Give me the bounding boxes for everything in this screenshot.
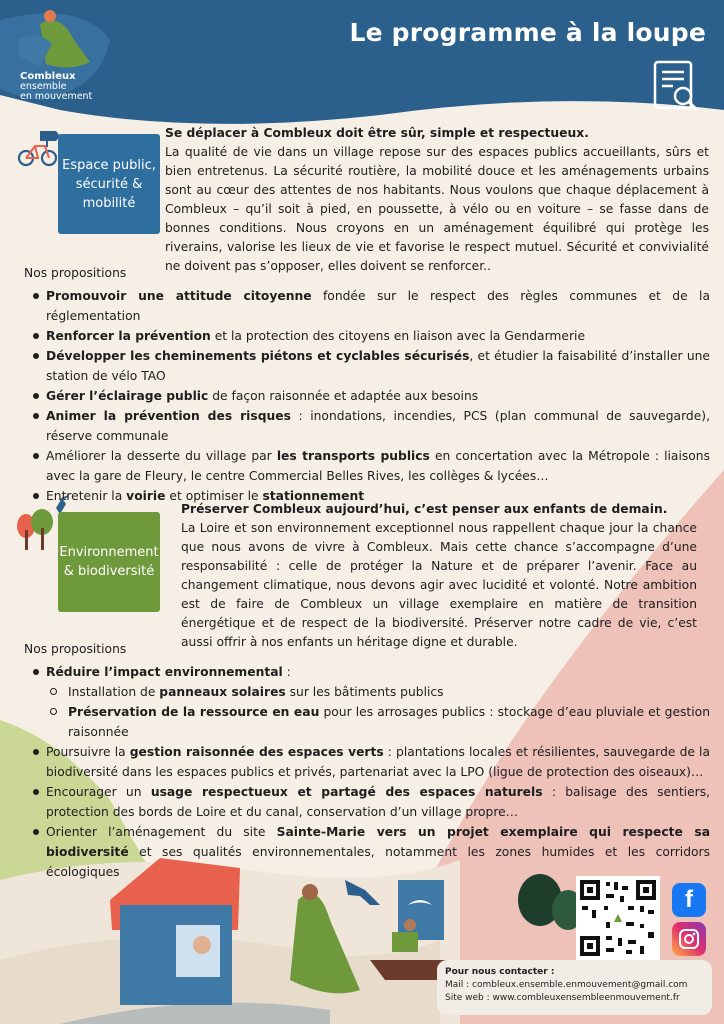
sub-list	[46, 682, 710, 742]
list-item: Promouvoir une attitude citoyenne fondée sur le respect des règles communes et de la réglementation	[24, 286, 710, 326]
intro-public-space	[165, 124, 709, 276]
propositions-label: Nos propositions	[24, 642, 127, 656]
qr-code[interactable]	[576, 876, 660, 960]
intro-body: La Loire et son environnement exceptionnel nous rappellent chaque jour la chance que nous avons de vivre à Combleux. Mais cette chance s’accompagne d’une responsabilité : celle de protéger la Nature et de préparer l’avenir. Face au changement climatique, nous devons agir avec lucidité et volonté. Notre ambition est de faire de Combleux un village exemplaire en matière de transition énergétique et de respect de la biodiversité. Préserver notre cadre de vie, c’est aussi offrir à nos enfants un héritage digne et durable.	[181, 521, 697, 649]
intro-environment	[181, 500, 697, 652]
list-item: Entretenir la voirie et optimiser le stationnement	[24, 486, 710, 506]
logo-line-1: Combleux	[20, 71, 76, 82]
instagram-icon[interactable]	[672, 922, 706, 956]
sub-list-item: Préservation de la ressource en eau pour les arrosages publics : stockage d’eau pluviale et gestion raisonnée	[46, 702, 710, 742]
category-environment	[58, 512, 160, 612]
category-line: & biodiversité	[63, 564, 155, 579]
list-item: Orienter l’aménagement du site Sainte-Marie vers un projet exemplaire qui respecte sa biodiversité et ses qualités environnementales, notamment les zones humides et les corridors écologiques	[24, 822, 710, 882]
bicycle-icon	[19, 131, 60, 165]
intro-body: La qualité de vie dans un village repose sur des espaces publics accueillants, sûrs et bien entretenus. La sécurité routière, la mobilité douce et les aménagements urbains sont au cœur des attentes de nos habitants. Nous voulons que chaque déplacement à Combleux – qu’il soit à pied, en poussette, à vélo ou en voiture – se fasse dans de bonnes conditions. Nous croyons en un aménagement équilibré qui protège les riverains, valorise les lieux de vie et favorise le respect mutuel. Sécurité et convivialité ne doivent pas s’opposer, elles doivent se renforcer..	[165, 145, 709, 273]
intro-heading: Se déplacer à Combleux doit être sûr, simple et respectueux.	[165, 126, 589, 140]
contact-box	[437, 960, 712, 1015]
contact-title: Pour nous contacter :	[445, 967, 555, 977]
propositions-list-2	[24, 662, 710, 882]
list-item: Animer la prévention des risques : inondations, incendies, PCS (plan communal de sauvegarde), réserve communale	[24, 406, 710, 446]
category-line: Espace public,	[62, 157, 156, 173]
logo-line-2: ensemble	[20, 81, 67, 92]
list-item: Poursuivre la gestion raisonnée des espaces verts : plantations locales et résilientes, sauvegarde de la biodiversité dans les espaces publics et privés, partenariat avec la LPO (ligue de protection des oiseaux)…	[24, 742, 710, 782]
logo-line-3: en mouvement	[20, 91, 93, 102]
category-public-space	[58, 134, 160, 234]
list-item: Renforcer la prévention et la protection des citoyens en liaison avec la Gendarmerie	[24, 326, 710, 346]
list-item: Encourager un usage respectueux et partagé des espaces naturels : balisage des sentiers, protection des bords de Loire et du canal, conservation d’un village propre…	[24, 782, 710, 822]
category-line: Environnement	[59, 545, 159, 560]
contact-mail[interactable]: Mail : combleux.ensemble.enmouvement@gmail.com	[445, 980, 688, 990]
facebook-icon[interactable]: f	[672, 883, 706, 917]
intro-heading: Préserver Combleux aujourd’hui, c’est penser aux enfants de demain.	[181, 502, 668, 516]
document-magnifier-icon	[651, 58, 701, 118]
sub-list-item: Installation de panneaux solaires sur les bâtiments publics	[46, 682, 710, 702]
category-line: mobilité	[82, 195, 136, 211]
list-item: Gérer l’éclairage public de façon raisonnée et adaptée aux besoins	[24, 386, 710, 406]
category-line: sécurité &	[75, 176, 143, 192]
propositions-list-1	[24, 286, 710, 506]
contact-website[interactable]: Site web : www.combleuxensembleenmouvement.fr	[445, 993, 680, 1003]
list-item: Développer les cheminements piétons et cyclables sécurisés, et étudier la faisabilité d’installer une station de vélo TAO	[24, 346, 710, 386]
logo	[20, 72, 92, 102]
page-title: Le programme à la loupe	[349, 18, 706, 47]
list-item: Améliorer la desserte du village par les transports publics en concertation avec la Métropole : liaisons avec la gare de Fleury, le centre Commercial Belles Rives, les collèges & lycées…	[24, 446, 710, 486]
list-item: Réduire l’impact environnemental : Installation de panneaux solaires sur les bâtiments publics Préservation de la ressource en eau pour les arrosages publics : stockage d’eau pluviale et gestion raisonnée	[24, 662, 710, 742]
propositions-label: Nos propositions	[24, 266, 127, 280]
